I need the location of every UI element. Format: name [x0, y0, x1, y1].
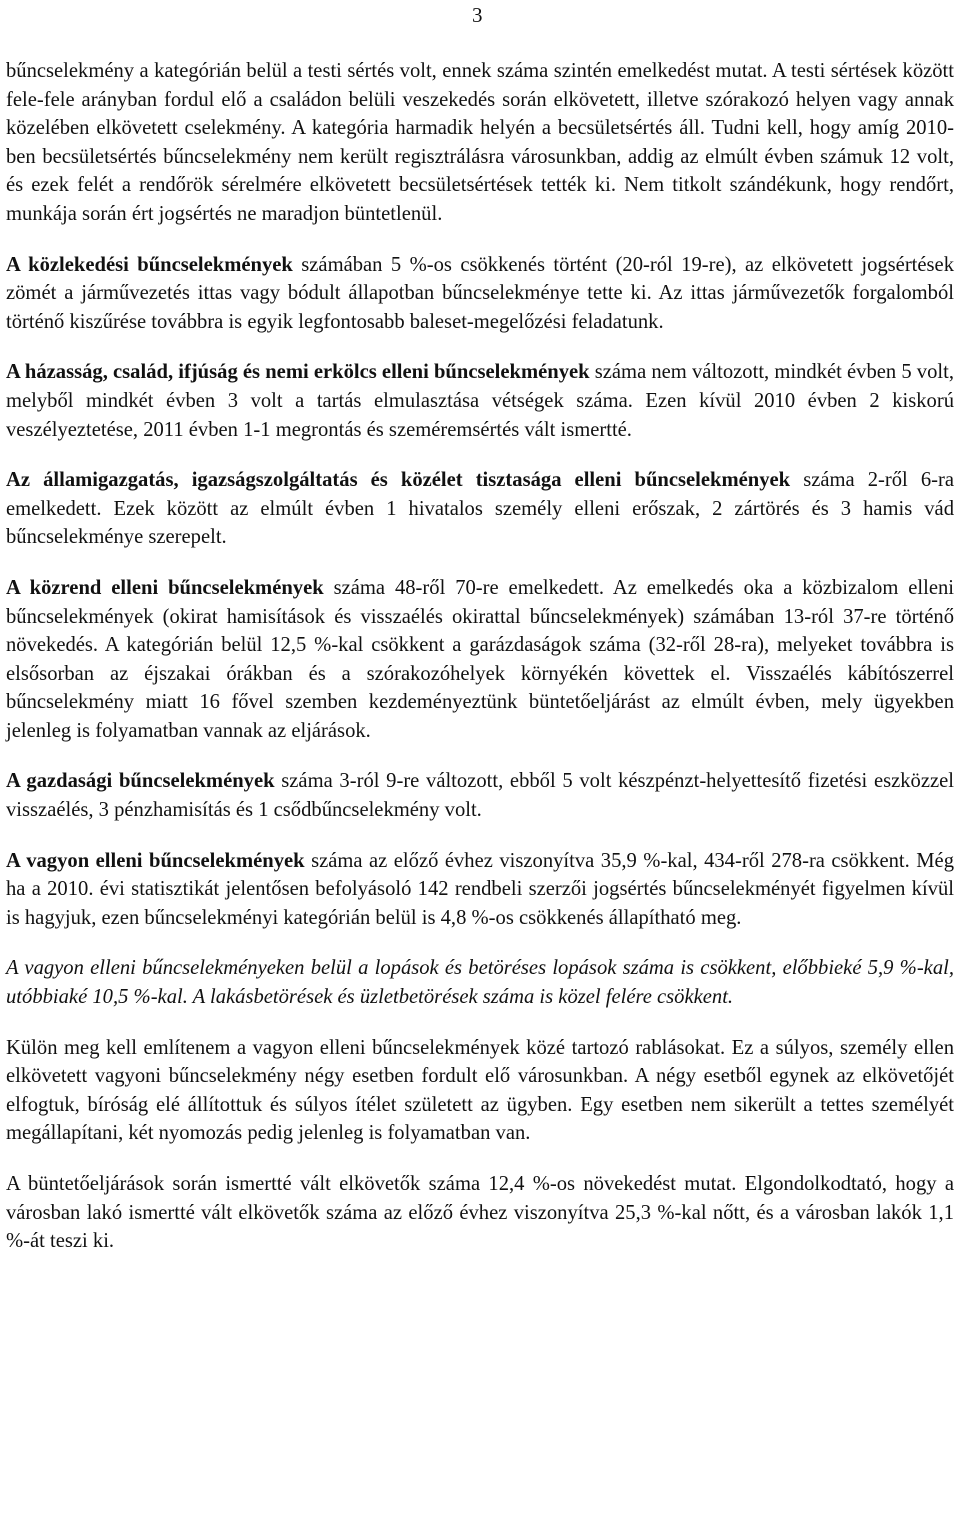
document-body: [6, 57, 954, 1278]
paragraph-traffic-crimes: [6, 251, 954, 337]
paragraph-property-crimes: [6, 847, 954, 933]
paragraph-heading: A közrend elleni bűncselekmények: [6, 576, 324, 599]
paragraph-heading: A házasság, család, ifjúság és nemi erkölcs elleni bűncselekmények: [6, 361, 590, 384]
paragraph-text: számában 5 %-os csökkenés történt (20-ról 19-re), az elkövetett jogsértések zömét a járművezetés ittas vagy bódult állapotban bűncselekménye tette ki. Az ittas járművezetők forgalomból történő kiszűrése továbbra is egyik legfontosabb baleset-megelőzési feladatunk.: [6, 253, 954, 333]
paragraph-assault-defamation: [6, 57, 954, 229]
paragraph-text: száma 3-ról 9-re változott, ebből 5 volt készpénzt-helyettesítő fizetési eszközzel visszaélés, 3 pénzhamisítás és 1 csődbűncselekmény volt.: [6, 770, 954, 822]
paragraph-heading: A gazdasági bűncselekmények: [6, 770, 275, 793]
paragraph-public-administration-crimes: [6, 466, 954, 552]
paragraph-text: A büntetőeljárások során ismertté vált elkövetők száma 12,4 %-os növekedést mutat. Elgondolkodtató, hogy a városban lakó ismertté vált elkövetők száma az előző évhez viszonyítva 25,3 %-kal nőtt, és a városban lakók 1,1 %-át teszi ki.: [6, 1173, 954, 1253]
paragraph-heading: A vagyon elleni bűncselekmények: [6, 849, 305, 872]
paragraph-text: száma nem változott, mindkét évben 5 volt, melyből mindkét évben 3 volt a tartás elmulasztása vétségek száma. Ezen kívül 2010 évben 2 kiskorú veszélyeztetése, 2011 évben 1-1 megrontás és szeméremsértés vált ismertté.: [6, 361, 954, 441]
paragraph-text: száma 48-ről 70-re emelkedett. Az emelkedés oka a közbizalom elleni bűncselekmények (okirat hamisítások és visszaélés okirattal bűncselekmények) számában 13-ról 37-re történő növekedés. A kategórián belül 12,5 %-kal csökkent a garázdaságok száma (32-ről 28-ra), melyeket továbbra is elsősorban az éjszakai órákban és a szórakozóhelyek környékén követtek el. Visszaélés kábítószerrel bűncselekmény miatt 16 fővel szemben kezdeményeztünk büntetőeljárást az elmúlt évben, mely ügyekben jelenleg is folyamatban vannak az eljárások.: [6, 576, 954, 742]
paragraph-robberies: [6, 1034, 954, 1148]
paragraph-theft-burglary: [6, 954, 954, 1011]
paragraph-perpetrators: [6, 1170, 954, 1256]
paragraph-public-order-crimes: [6, 574, 954, 746]
paragraph-text: száma 2-ről 6-ra emelkedett. Ezek között az elmúlt évben 1 hivatalos személy elleni erőszak, 2 zártörés és 3 hamis vád bűncselekménye szerepelt.: [6, 469, 954, 549]
paragraph-text: bűncselekmény a kategórián belül a testi sértés volt, ennek száma szintén emelkedést mutat. A testi sértések között fele-fele arányban fordul elő a családon belüli veszekedés során elkövetett, illetve szórakozó helyen vagy annak közelében elkövetett cselekmény. A kategória harmadik helyén a becsületsértés áll. Tudni kell, hogy amíg 2010-ben becsületsértés bűncselekmény nem került regisztrálásra városunkban, addig az elmúlt évben számuk 12 volt, és ezek felét a rendőrök sérelmére elkövetett becsületsértések tették ki. Nem titkolt szándékunk, hogy rendőrt, munkája során ért jogsértés ne maradjon büntetlenül.: [6, 60, 954, 225]
paragraph-heading: Az államigazgatás, igazságszolgáltatás és közélet tisztasága elleni bűncselekmények: [6, 469, 791, 492]
paragraph-text: száma az előző évhez viszonyítva 35,9 %-kal, 434-ről 278-ra csökkent. Még ha a 2010. évi statisztikát jelentősen befolyásoló 142 rendbeli szerzői jogsértés bűncselekményét figyelmen kívül is hagyjuk, ezen bűncselekményi kategórián belül is 4,8 %-os csökkenés állapítható meg.: [6, 849, 954, 929]
paragraph-economic-crimes: [6, 767, 954, 824]
paragraph-family-crimes: [6, 358, 954, 444]
paragraph-text: Külön meg kell említenem a vagyon elleni bűncselekmények közé tartozó rablásokat. Ez a súlyos, személy ellen elkövetett vagyoni bűncselekmény négy esetben fordult elő városunkban. A négy esetből egynek az elkövetőjét elfogtuk, bíróság elé állítottuk és súlyos ítélet született az ügyben. Egy esetben nem sikerült a tettes személyét megállapítani, két nyomozás pedig jelenleg is folyamatban van.: [6, 1036, 954, 1145]
page-number: 3: [472, 3, 483, 27]
paragraph-heading: A közlekedési bűncselekmények: [6, 253, 293, 276]
paragraph-text: A vagyon elleni bűncselekményeken belül a lopások és betöréses lopások száma is csökkent, előbbieké 5,9 %-kal, utóbbiaké 10,5 %-kal. A lakásbetörések és üzletbetörések száma is közel felére csökkent.: [6, 957, 954, 1009]
